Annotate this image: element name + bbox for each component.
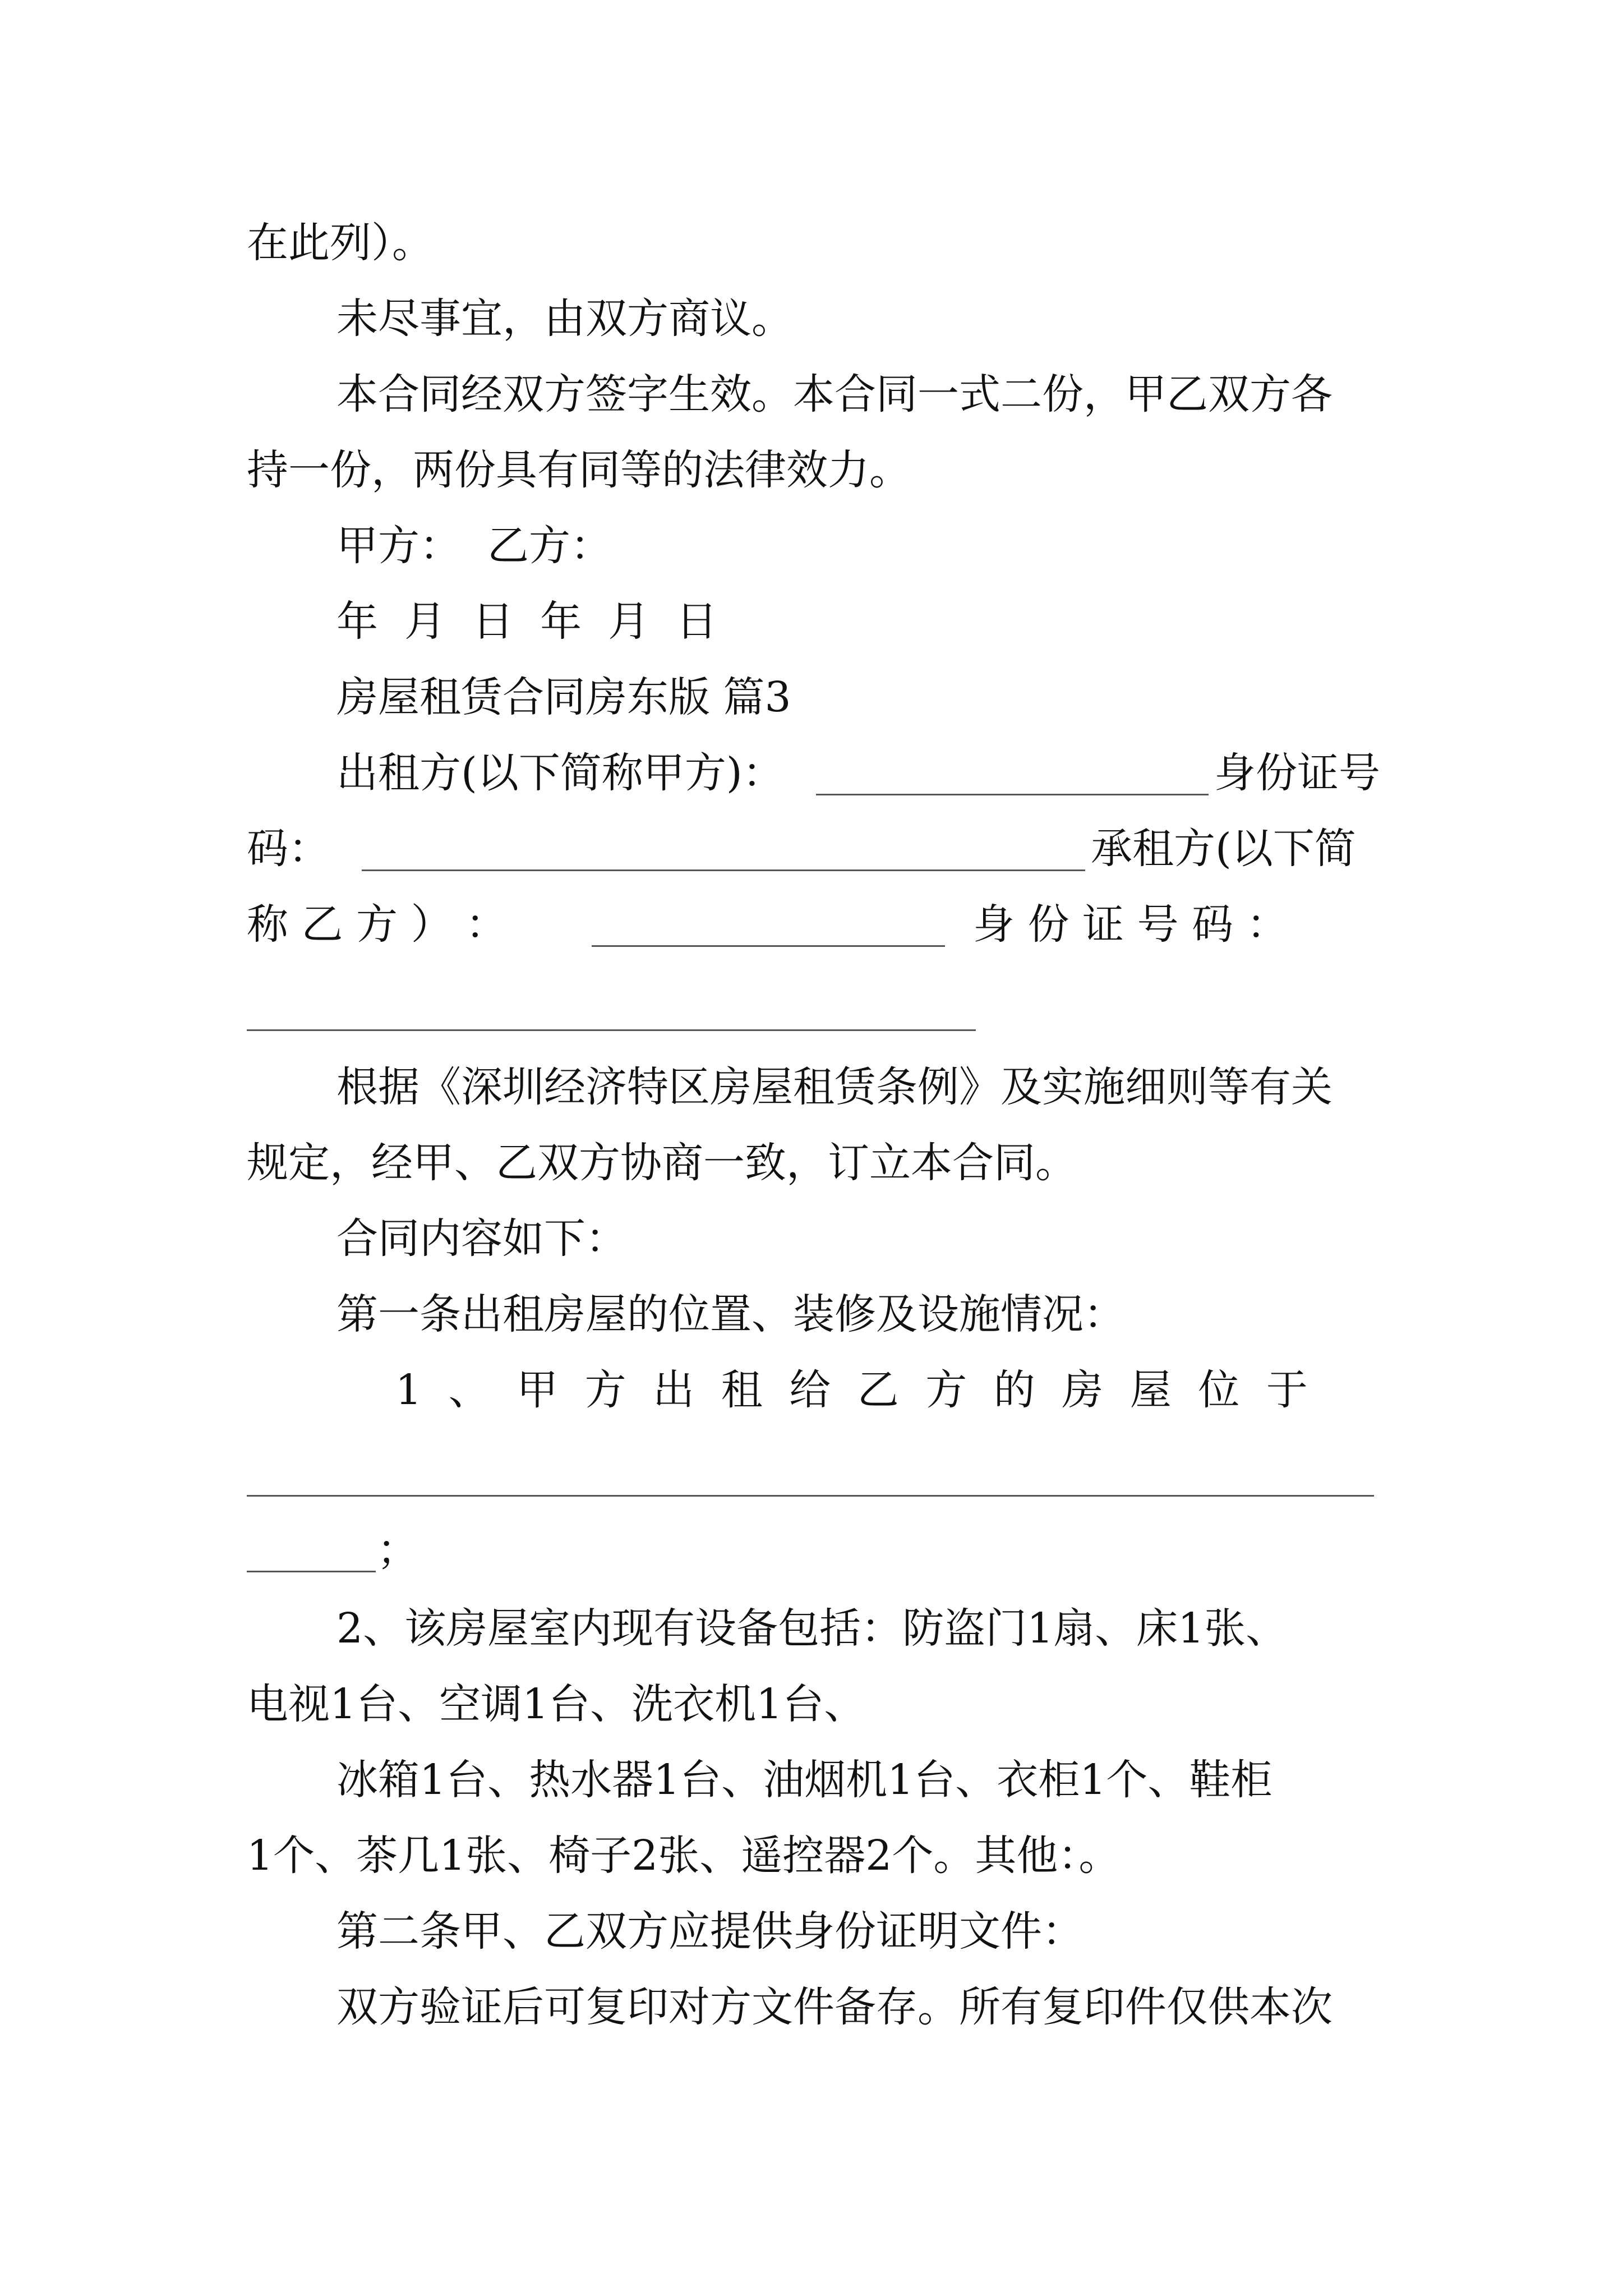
address-blank <box>247 1495 1374 1497</box>
lessor-id-blank <box>362 869 1085 871</box>
paragraph-line: 持一份，两份具有同等的法律效力。 <box>247 446 911 494</box>
clause-heading: 第二条甲、乙双方应提供身份证明文件： <box>336 1907 1083 1955</box>
paragraph-line: 冰箱1台、热水器1台、油烟机1台、衣柜1个、鞋柜 <box>336 1756 1272 1804</box>
section-heading: 房屋租赁合同房东版 篇3 <box>336 673 791 721</box>
paragraph-line: 承租方(以下简 <box>1091 825 1356 873</box>
paragraph-line: 码： <box>247 825 330 873</box>
paragraph-line: 1个、茶几1张、椅子2张、遥控器2个。其他：。 <box>247 1832 1121 1880</box>
paragraph-line: 本合同经双方签字生效。本合同一式二份，甲乙双方各 <box>336 370 1332 418</box>
paragraph-line: 1 、 甲 方 出 租 给 乙 方 的 房 屋 位 于 <box>395 1366 1308 1414</box>
lessor-name-blank <box>816 794 1209 795</box>
paragraph-line: 电视1台、空调1台、洗衣机1台、 <box>247 1680 866 1728</box>
paragraph-line: 根据《深圳经济特区房屋租赁条例》及实施细则等有关 <box>336 1063 1332 1111</box>
paragraph-line: 在此列）。 <box>247 219 434 267</box>
paragraph-line: 未尽事宜，由双方商议。 <box>336 295 793 343</box>
paragraph-line: 规定，经甲、乙双方协商一致，订立本合同。 <box>247 1139 1077 1187</box>
signature-parties: 甲方： 乙方： <box>336 522 612 570</box>
paragraph-line: 2、该房屋室内现有设备包括：防盗门1扇、床1张、 <box>336 1604 1288 1653</box>
lessee-name-blank <box>592 945 945 947</box>
paragraph-line: ； <box>377 1526 418 1574</box>
paragraph-line: 身份证号 <box>1214 749 1380 797</box>
address-blank-cont <box>247 1571 376 1572</box>
lessee-id-blank <box>247 1029 976 1031</box>
signature-dates: 年 月 日 年 月 日 <box>336 597 718 646</box>
paragraph-line: 身 份 证 号 码 ： <box>973 900 1288 949</box>
paragraph-line: 合同内容如下： <box>336 1214 627 1263</box>
paragraph-line: 双方验证后可复印对方文件备存。所有复印件仅供本次 <box>336 1983 1332 2031</box>
paragraph-line: 出租方(以下简称甲方)： <box>336 749 784 797</box>
paragraph-line: 称 乙 方 ） ： <box>247 900 508 949</box>
clause-heading: 第一条出租房屋的位置、装修及设施情况： <box>336 1290 1125 1338</box>
